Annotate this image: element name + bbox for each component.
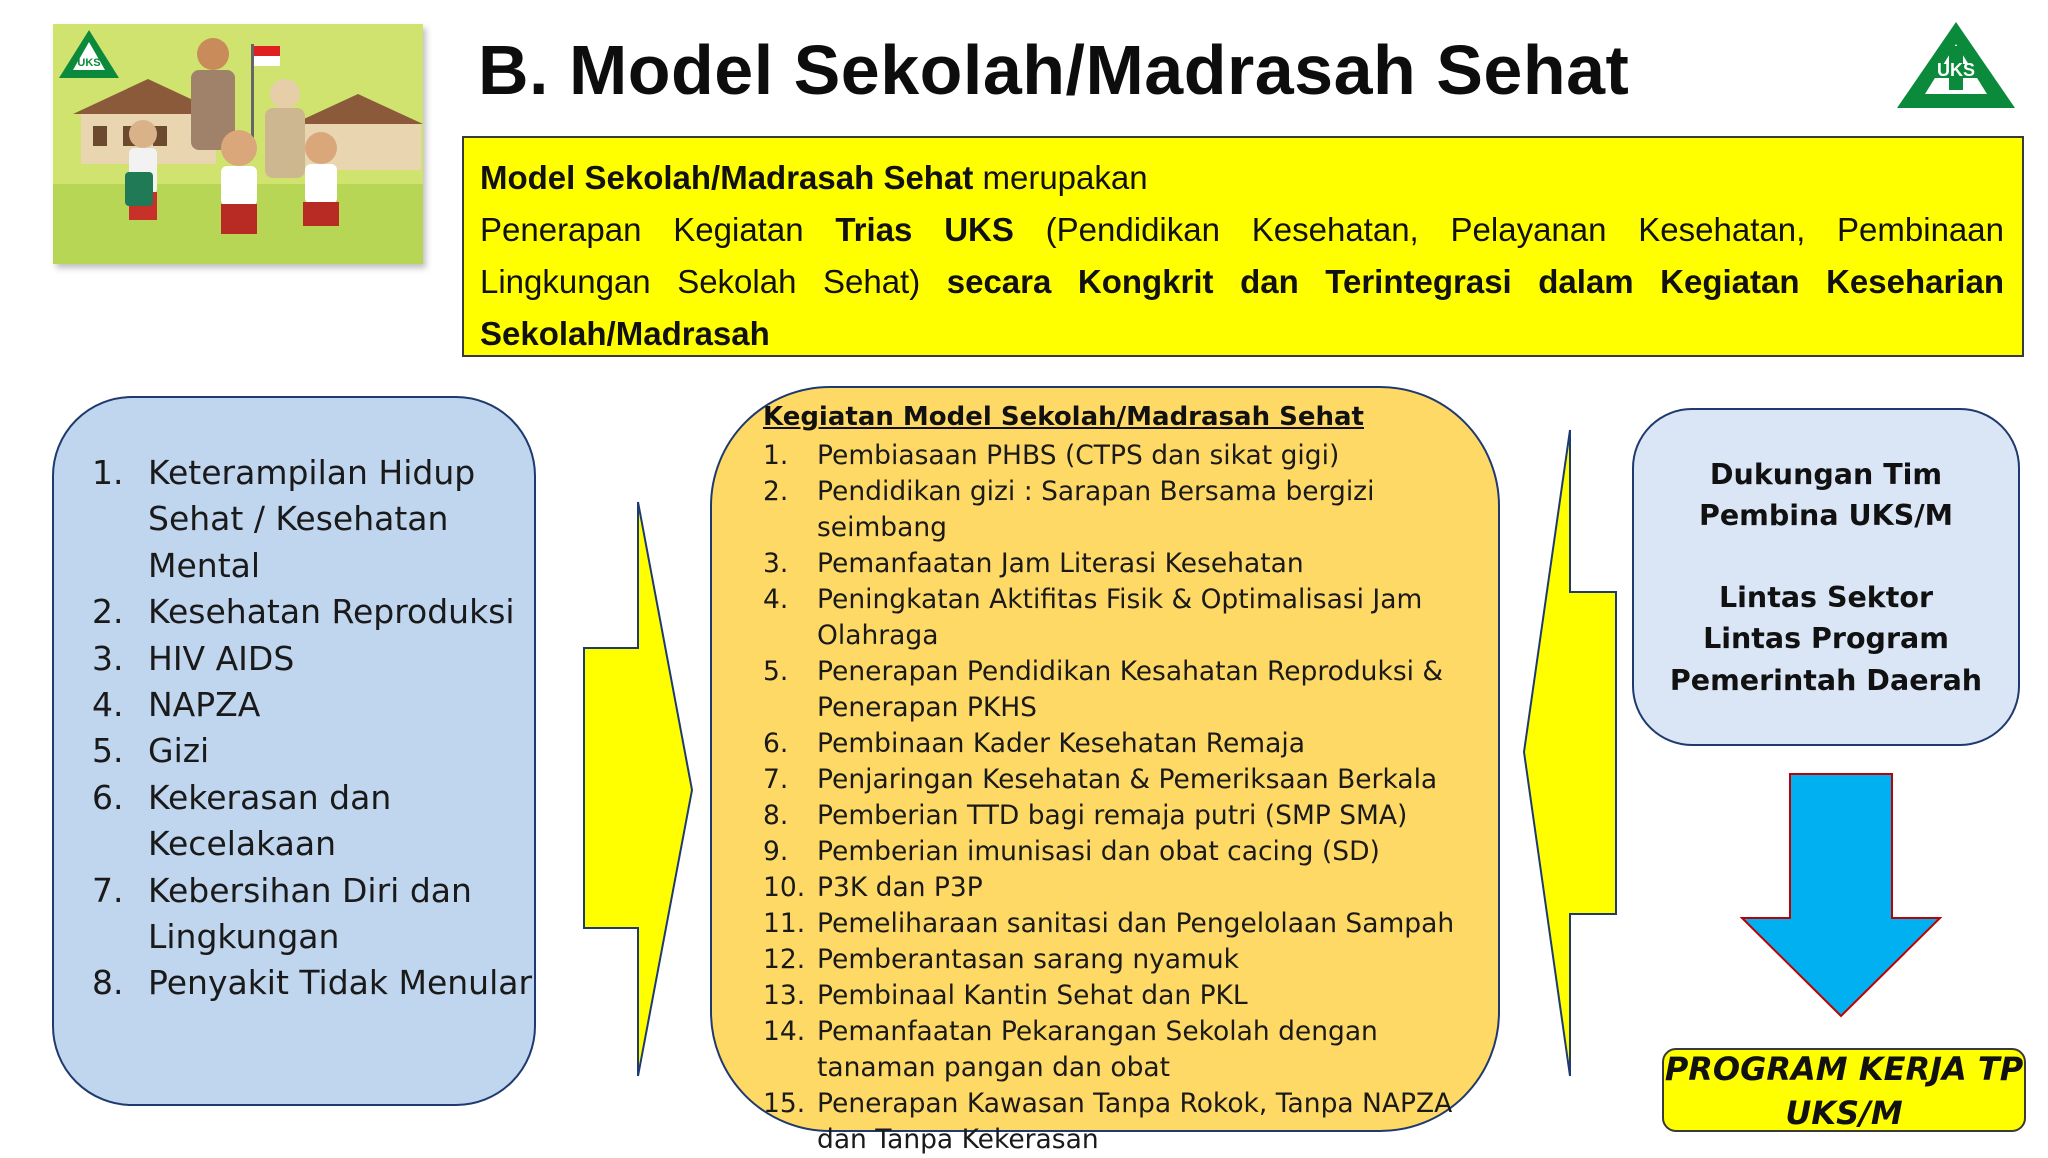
list-item: 2. Kesehatan Reproduksi bbox=[92, 592, 515, 632]
definition-text: merupakan bbox=[973, 159, 1148, 196]
page-title: B. Model Sekolah/Madrasah Sehat bbox=[478, 31, 1630, 109]
definition-box bbox=[462, 136, 2024, 357]
school-illustration bbox=[53, 24, 423, 264]
definition-text: (Pendidikan Kesehatan, Pelayanan Kesehatan, Pembinaan bbox=[1013, 211, 2004, 248]
support-line: Pembina UKS/M bbox=[1698, 499, 1954, 532]
definition-bold: Trias UKS bbox=[835, 211, 1014, 248]
definition-line-3 bbox=[480, 256, 2004, 308]
definition-term: Model Sekolah/Madrasah Sehat bbox=[480, 159, 974, 196]
program-line: PROGRAM KERJA TP bbox=[1664, 1050, 2024, 1088]
definition-text: Lingkungan Sekolah Sehat) bbox=[480, 263, 947, 300]
topics-list bbox=[92, 450, 538, 1007]
right-arrow bbox=[580, 500, 696, 1080]
support-line: Dukungan Tim bbox=[1709, 458, 1943, 491]
uks-logo bbox=[1895, 20, 2017, 112]
list-item: 2. Pendidikan gizi : Sarapan Bersama bergizi seimbang bbox=[763, 476, 1375, 543]
uks-logo-small bbox=[57, 28, 121, 80]
list-item: 12. Pemberantasan sarang nyamuk bbox=[763, 944, 1239, 975]
list-item: 1. Pembiasaan PHBS (CTPS dan sikat gigi) bbox=[763, 440, 1340, 471]
definition-bold: Sekolah/Madrasah bbox=[480, 315, 770, 352]
list-item: 8. Penyakit Tidak Menular bbox=[92, 963, 533, 1003]
logo-text: UKS bbox=[1936, 60, 1976, 80]
topics-box bbox=[52, 396, 536, 1106]
program-line: UKS/M bbox=[1785, 1094, 1903, 1132]
list-item: 15. Penerapan Kawasan Tanpa Rokok, Tanpa NAPZA dan Tanpa Kekerasan bbox=[763, 1088, 1453, 1155]
activities-title: Kegiatan Model Sekolah/Madrasah Sehat bbox=[763, 402, 1364, 432]
list-item: 6. Pembinaan Kader Kesehatan Remaja bbox=[763, 728, 1305, 759]
list-item: 5. Gizi bbox=[92, 731, 210, 771]
support-box bbox=[1632, 408, 2020, 746]
definition-line-4 bbox=[480, 308, 2004, 360]
list-item: 4. Peningkatan Aktifitas Fisik & Optimalisasi Jam Olahraga bbox=[763, 584, 1423, 651]
activities-box bbox=[710, 386, 1500, 1155]
list-item: 5. Penerapan Pendidikan Kesahatan Reproduksi & Penerapan PKHS bbox=[763, 656, 1444, 723]
definition-text: Penerapan Kegiatan bbox=[480, 211, 836, 248]
support-line: Lintas Program bbox=[1703, 622, 1949, 655]
list-item: 11. Pemeliharaan sanitasi dan Pengelolaan Sampah bbox=[763, 908, 1455, 939]
program-box bbox=[1662, 1048, 2026, 1132]
definition-bold: secara Kongkrit dan Terintegrasi dalam Kegiatan Keseharian bbox=[946, 263, 2004, 300]
list-item: 4. NAPZA bbox=[92, 685, 261, 725]
list-item: 8. Pemberian TTD bagi remaja putri (SMP SMA) bbox=[763, 800, 1408, 831]
list-item: 13. Pembinaal Kantin Sehat dan PKL bbox=[763, 980, 1248, 1011]
definition-line-2 bbox=[480, 204, 2004, 256]
logo-text-small: UKS bbox=[77, 57, 101, 69]
list-item: 1. Keterampilan Hidup Sehat / Kesehatan Mental bbox=[92, 453, 476, 585]
activities-list bbox=[763, 438, 1497, 1158]
list-item: 14. Pemanfaatan Pekarangan Sekolah dengan tanaman pangan dan obat bbox=[763, 1016, 1378, 1083]
support-line: Pemerintah Daerah bbox=[1669, 664, 1983, 697]
support-line: Lintas Sektor bbox=[1718, 581, 1934, 614]
list-item: 7. Penjaringan Kesehatan & Pemeriksaan Berkala bbox=[763, 764, 1438, 795]
down-arrow bbox=[1738, 772, 1944, 1020]
list-item: 3. Pemanfaatan Jam Literasi Kesehatan bbox=[763, 548, 1304, 579]
list-item: 7. Kebersihan Diri dan Lingkungan bbox=[92, 870, 472, 957]
left-arrow bbox=[1520, 428, 1620, 1080]
list-item: 9. Pemberian imunisasi dan obat cacing (SD) bbox=[763, 836, 1380, 867]
definition-line-1 bbox=[480, 152, 2004, 204]
list-item: 10. P3K dan P3P bbox=[763, 872, 983, 903]
list-item: 6. Kekerasan dan Kecelakaan bbox=[92, 777, 392, 864]
list-item: 3. HIV AIDS bbox=[92, 638, 295, 678]
